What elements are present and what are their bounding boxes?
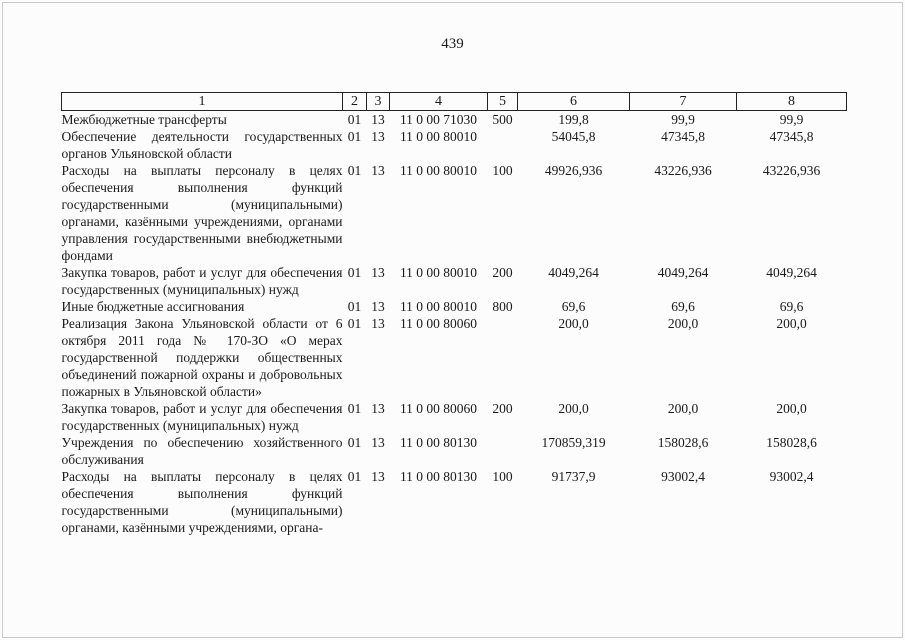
row-value-6: 199,8	[558, 112, 589, 127]
row-name: Межбюджетные трансферты	[61, 112, 227, 127]
row-name: Реализация Закона Ульяновской области от 6 октября 2011 года № 170-ЗО «О мерах государственной поддержки общественных объединений пожарной охраны и добровольных пожарных в Ульяновской области»	[61, 316, 343, 399]
row-value-8: 93002,4	[769, 469, 814, 484]
row-value-6: 170859,319	[541, 435, 606, 450]
header-col-7: 7	[630, 93, 737, 111]
table-row	[62, 315, 847, 400]
table-row	[62, 264, 847, 298]
header-col-8: 8	[737, 93, 847, 111]
row-value-8: 47345,8	[769, 129, 814, 144]
row-code-4: 11 0 00 80130	[399, 435, 478, 450]
row-value-8: 4049,264	[766, 265, 817, 280]
row-code-4: 11 0 00 80130	[399, 469, 478, 484]
row-value-6: 69,6	[561, 299, 586, 314]
row-value-8: 43226,936	[762, 163, 821, 178]
row-value-6: 54045,8	[551, 129, 596, 144]
row-code-5: 100	[492, 469, 513, 484]
row-code-5	[488, 315, 518, 400]
row-code-2: 01	[347, 163, 362, 178]
row-value-7: 69,6	[671, 299, 695, 314]
row-value-7: 99,9	[671, 112, 695, 127]
row-code-2: 01	[347, 299, 362, 314]
row-code-3: 13	[371, 469, 385, 484]
table-row	[62, 434, 847, 468]
row-value-6: 91737,9	[551, 469, 596, 484]
row-value-8: 99,9	[779, 112, 804, 127]
row-code-3: 13	[371, 401, 385, 416]
row-name: Учреждения по обеспечению хозяйственного обслуживания	[61, 435, 343, 467]
row-code-4: 11 0 00 80060	[399, 316, 478, 331]
table-row	[62, 468, 847, 536]
row-value-8: 200,0	[776, 401, 807, 416]
row-code-4: 11 0 00 80060	[399, 401, 478, 416]
row-value-8: 200,0	[776, 316, 807, 331]
row-code-5: 100	[492, 163, 513, 178]
header-col-4: 4	[390, 93, 488, 111]
row-code-3: 13	[371, 435, 385, 450]
table-row	[62, 298, 847, 315]
row-code-3: 13	[371, 265, 385, 280]
row-name: Обеспечение деятельности государственных органов Ульяновской области	[61, 129, 343, 161]
row-value-8: 69,6	[779, 299, 804, 314]
row-code-5: 800	[492, 299, 513, 314]
page-number: 439	[441, 36, 464, 52]
row-code-4: 11 0 00 71030	[399, 112, 478, 127]
row-name: Закупка товаров, работ и услуг для обеспечения государственных (муниципальных) нужд	[61, 265, 343, 297]
row-value-7: 200,0	[667, 401, 699, 416]
table-header-row	[62, 93, 847, 111]
header-col-5: 5	[488, 93, 518, 111]
row-value-7: 47345,8	[661, 129, 705, 144]
header-col-1: 1	[62, 93, 343, 111]
row-name: Иные бюджетные ассигнования	[61, 299, 245, 314]
row-code-3: 13	[371, 316, 385, 331]
row-code-5: 500	[492, 112, 513, 127]
header-col-3: 3	[367, 93, 390, 111]
row-code-3: 13	[371, 112, 385, 127]
row-value-6: 49926,936	[544, 163, 603, 178]
row-value-7: 158028,6	[657, 435, 709, 450]
row-code-4: 11 0 00 80010	[399, 129, 478, 144]
row-code-4: 11 0 00 80010	[399, 265, 478, 280]
row-code-3: 13	[371, 129, 385, 144]
row-code-2: 01	[347, 265, 362, 280]
row-code-2: 01	[347, 316, 362, 331]
row-value-7: 93002,4	[661, 469, 705, 484]
header-col-2: 2	[343, 93, 367, 111]
row-value-8: 158028,6	[766, 435, 817, 450]
row-value-6: 200,0	[558, 401, 589, 416]
row-code-2: 01	[347, 435, 362, 450]
header-col-6: 6	[518, 93, 630, 111]
table-row	[62, 128, 847, 162]
table-row	[62, 400, 847, 434]
row-code-3: 13	[371, 163, 385, 178]
row-code-2: 01	[347, 129, 362, 144]
row-value-7: 4049,264	[657, 265, 709, 280]
row-value-7: 43226,936	[654, 163, 712, 178]
row-code-5: 200	[492, 401, 513, 416]
table-row	[62, 162, 847, 264]
row-code-5	[488, 128, 518, 162]
row-code-5: 200	[492, 265, 513, 280]
row-code-3: 13	[371, 299, 385, 314]
row-value-6: 200,0	[558, 316, 589, 331]
row-code-4: 11 0 00 80010	[399, 163, 478, 178]
row-code-2: 01	[347, 112, 362, 127]
row-code-4: 11 0 00 80010	[399, 299, 478, 314]
row-name: Расходы на выплаты персоналу в целях обеспечения выполнения функций государственными (муниципальными) органами, казёнными учреждениями, органа-	[61, 469, 343, 535]
budget-table	[61, 92, 847, 536]
row-name: Расходы на выплаты персоналу в целях обеспечения выполнения функций государственными (муниципальными) органами, казёнными учреждениями, органами управления государственными внебюджетными фондами	[61, 163, 343, 263]
table-row	[62, 111, 847, 129]
row-code-2: 01	[347, 469, 362, 484]
row-name: Закупка товаров, работ и услуг для обеспечения государственных (муниципальных) нужд	[61, 401, 343, 433]
row-code-5	[488, 434, 518, 468]
row-value-6: 4049,264	[548, 265, 599, 280]
row-value-7: 200,0	[667, 316, 699, 331]
row-code-2: 01	[347, 401, 362, 416]
table-body	[62, 111, 847, 537]
